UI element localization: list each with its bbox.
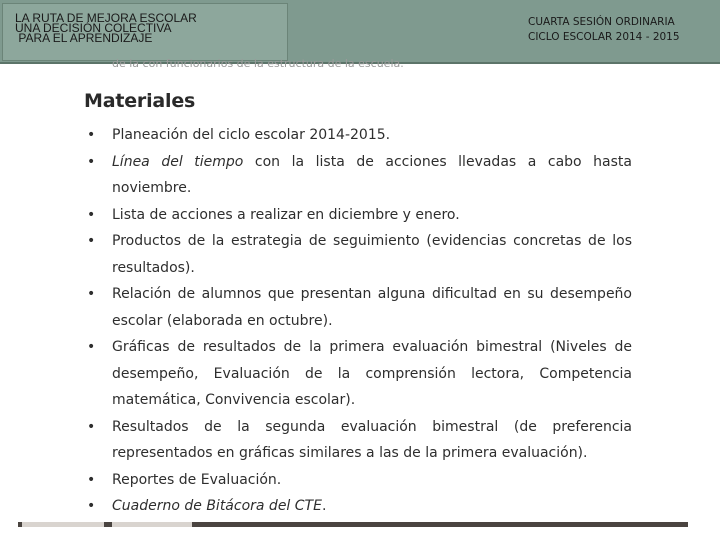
header-title-line: PARA EL APRENDIZAJE [15, 31, 153, 45]
session-info [528, 15, 680, 45]
bottom-tab [22, 522, 104, 527]
session-name: CUARTA SESIÓN ORDINARIA [528, 16, 675, 28]
section-heading: Materiales [84, 90, 196, 112]
header-title-box [2, 3, 288, 61]
list-item: • Reportes de Evaluación. [84, 467, 632, 494]
cropped-previous-text: de la con funcionarios de la estructura de la escuela. [112, 57, 404, 70]
list-item: • Relación de alumnos que presentan alguna dificultad en su desempeño escolar (elaborada en octubre). [84, 281, 632, 334]
list-item: • Lista de acciones a realizar en diciembre y enero. [84, 202, 632, 229]
bullet-icon: • [87, 233, 96, 249]
bullet-icon: • [87, 471, 96, 488]
materials-list [84, 122, 632, 520]
italic-term: Cuaderno de Bitácora del CTE [112, 498, 322, 514]
list-item: • Gráficas de resultados de la primera evaluación bimestral (Niveles de desempeño, Evaluación de la comprensión lectora, Competencia matemática, Convivencia escolar). [84, 334, 632, 414]
bullet-icon: • [87, 206, 96, 223]
header-title-line: UNA DECISIÓN COLECTIVA [15, 21, 172, 35]
school-cycle: CICLO ESCOLAR 2014 - 2015 [528, 31, 680, 43]
list-item: • Productos de la estrategia de seguimiento (evidencias concretas de los resultados). [84, 228, 632, 281]
header-title-line: LA RUTA DE MEJORA ESCOLAR [15, 11, 197, 25]
bullet-icon: • [87, 339, 96, 355]
bullet-icon: • [87, 418, 96, 435]
list-item: • Línea del tiempo con la lista de acciones llevadas a cabo hasta noviembre. [84, 149, 632, 202]
list-item: • Resultados de la segunda evaluación bimestral (de preferencia representados en gráficas similares a las de la primera evaluación). [84, 414, 632, 467]
bullet-icon: • [87, 286, 96, 302]
bullet-icon: • [87, 127, 96, 143]
bullet-icon: • [87, 498, 96, 514]
bottom-tab [112, 522, 192, 527]
bullet-icon: • [87, 153, 96, 170]
italic-term: Línea del tiempo [112, 153, 244, 170]
header-bar [0, 0, 720, 64]
list-item: • Planeación del ciclo escolar 2014-2015. [84, 122, 632, 149]
list-item: • Cuaderno de Bitácora del CTE. [84, 493, 632, 520]
